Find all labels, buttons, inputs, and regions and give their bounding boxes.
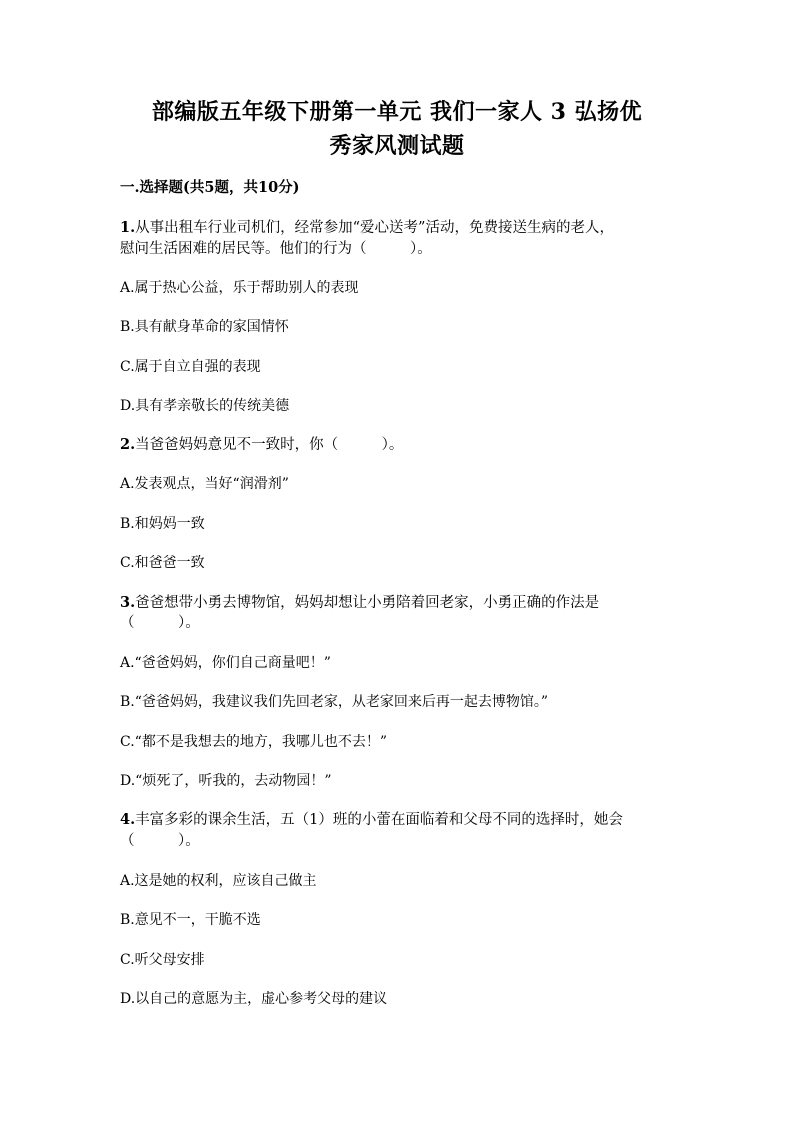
question-2-option-c: C.和爸爸一致 — [120, 555, 205, 571]
question-4-option-b: B.意见不一，干脆不选 — [120, 912, 261, 928]
question-4-line-1 — [120, 809, 690, 831]
question-3-option-a: A.“爸爸妈妈，你们自己商量吧！” — [120, 655, 331, 671]
question-1-text-2: 慰问生活困难的居民等。他们的行为（ ）。 — [120, 241, 432, 257]
question-2-option-a: A.发表观点，当好“润滑剂” — [120, 476, 289, 492]
question-3-line-1 — [120, 592, 690, 614]
question-2-option-b: B.和妈妈一致 — [120, 516, 205, 532]
question-1-option-d: D.具有孝亲敬长的传统美德 — [120, 398, 290, 414]
question-1-line-1 — [120, 217, 690, 239]
question-1-number: 1. — [120, 219, 136, 236]
question-3-number: 3. — [120, 594, 136, 611]
question-4-option-a: A.这是她的权利，应该自己做主 — [120, 873, 317, 889]
question-1-option-a: A.属于热心公益，乐于帮助别人的表现 — [120, 280, 359, 296]
page-title-line-2: 秀家风测试题 — [329, 133, 465, 159]
question-4-option-c: C.听父母安排 — [120, 952, 205, 968]
question-1-text-1: 从事出租车行业司机们，经常参加“爱心送考”活动，免费接送生病的老人， — [135, 220, 614, 236]
question-4-option-d: D.以自己的意愿为主，虚心参考父母的建议 — [120, 991, 388, 1007]
question-1-option-b: B.具有献身革命的家国情怀 — [120, 319, 289, 335]
question-3-option-c: C.“都不是我想去的地方，我哪儿也不去！” — [120, 734, 387, 750]
question-4-number: 4. — [120, 811, 136, 828]
question-2-number: 2. — [120, 436, 136, 453]
section-heading: 一.选择题(共5题，共10分) — [120, 179, 300, 196]
question-3-text-1: 爸爸想带小勇去博物馆，妈妈却想让小勇陪着回老家，小勇正确的作法是 — [135, 595, 600, 611]
question-4-text-2: （ ）。 — [120, 833, 200, 849]
question-3-option-d: D.“烦死了，听我的，去动物园！” — [120, 773, 332, 789]
question-1-option-c: C.属于自立自强的表现 — [120, 359, 261, 375]
question-2-line-1 — [120, 434, 690, 456]
page-title-line-1: 部编版五年级下册第一单元 我们一家人 3 弘扬优 — [151, 99, 643, 125]
question-3-option-b: B.“爸爸妈妈，我建议我们先回老家，从老家回来后再一起去博物馆。” — [120, 694, 549, 710]
question-3-text-2: （ ）。 — [120, 615, 200, 631]
question-4-text-1: 丰富多彩的课余生活，五（1）班的小蕾在面临着和父母不同的选择时，她会 — [135, 812, 623, 828]
question-2-text-1: 当爸爸妈妈意见不一致时，你（ ）。 — [135, 437, 404, 453]
